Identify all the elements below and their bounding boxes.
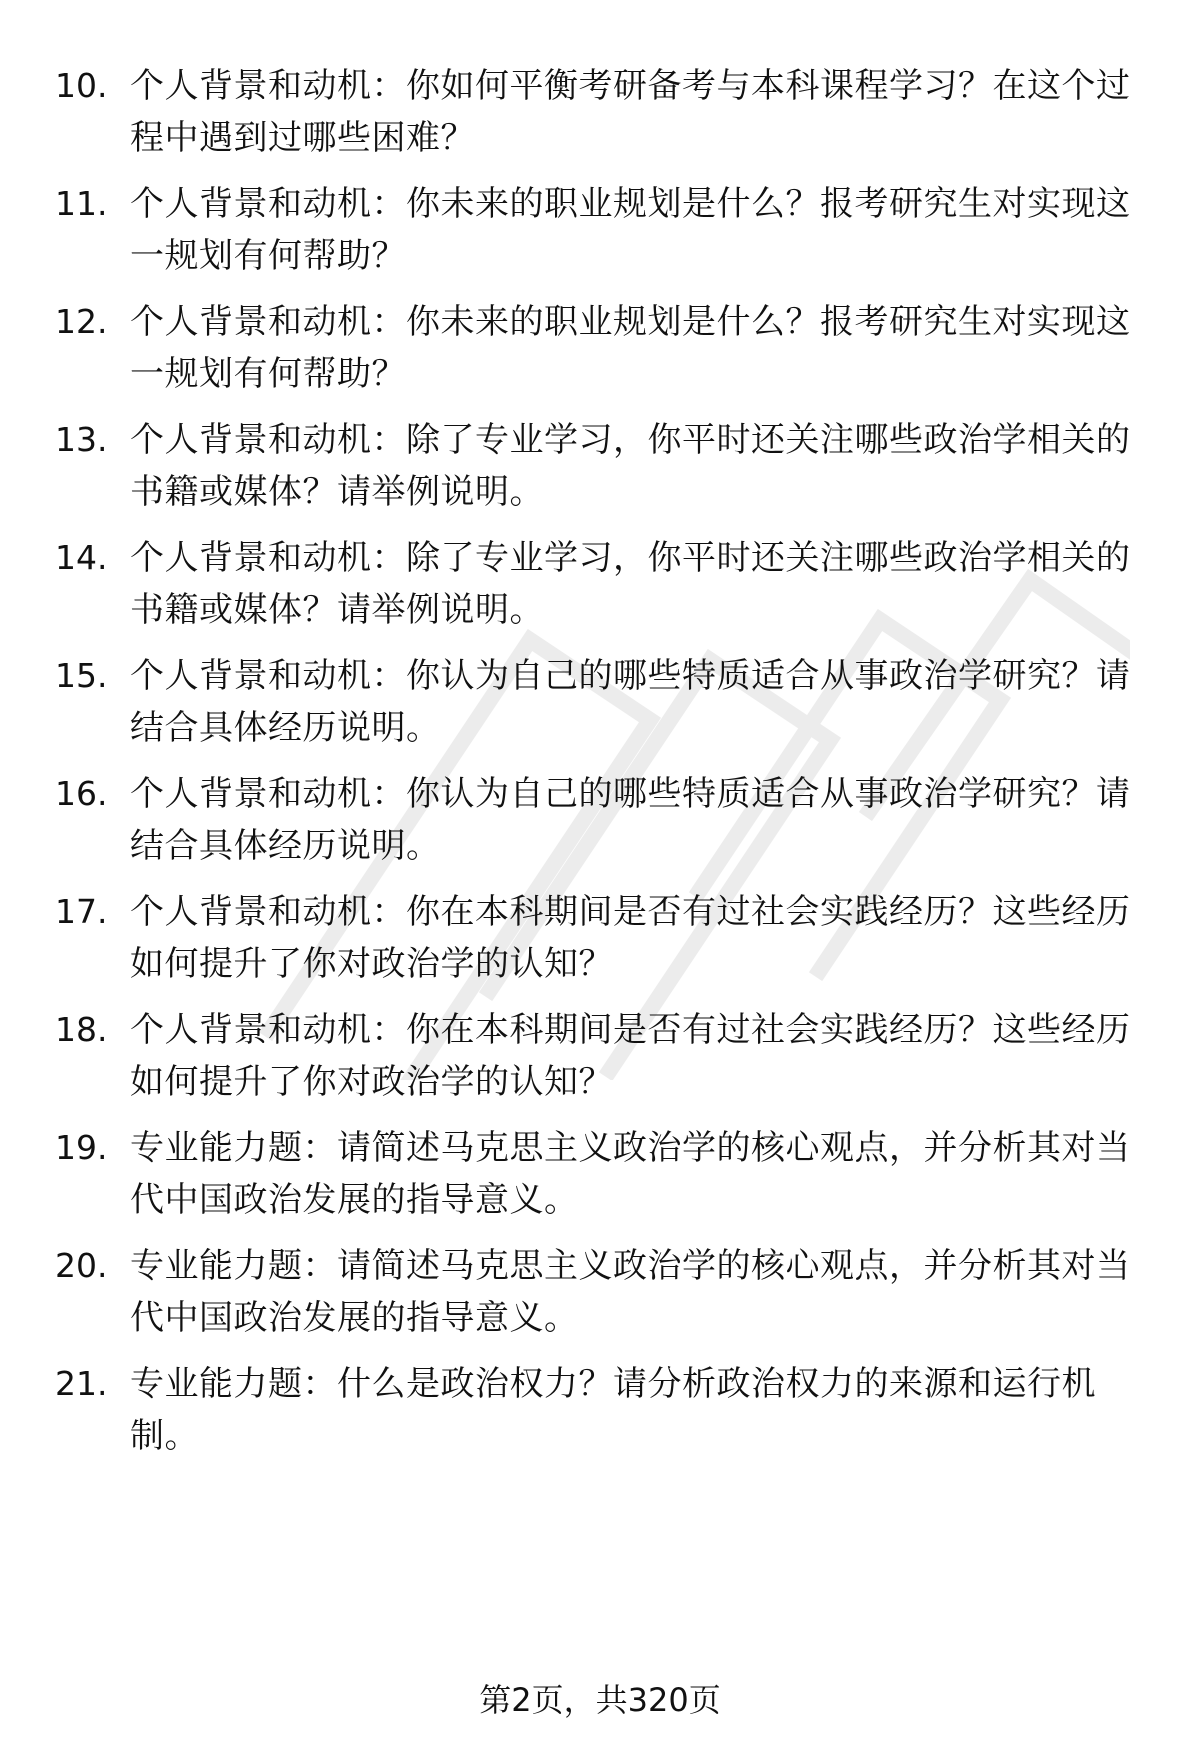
- page-footer: [0, 1680, 1200, 1720]
- question-item: [0, 532, 1200, 642]
- question-text: 专业能力题：请简述马克思主义政治学的核心观点，并分析其对当代中国政治发展的指导意义。: [130, 1246, 1131, 1338]
- question-text: 个人背景和动机：你如何平衡考研备考与本科课程学习？在这个过程中遇到过哪些困难？: [130, 66, 1131, 158]
- question-text: 专业能力题：请简述马克思主义政治学的核心观点，并分析其对当代中国政治发展的指导意义。: [130, 1128, 1131, 1220]
- question-item: [0, 1358, 1200, 1468]
- question-number: 10.: [55, 66, 108, 105]
- page-number-label: 第2页，共320页: [479, 1681, 721, 1719]
- question-number: 11.: [55, 184, 108, 223]
- question-text: 个人背景和动机：除了专业学习，你平时还关注哪些政治学相关的书籍或媒体？请举例说明。: [130, 538, 1131, 630]
- question-text: 个人背景和动机：你认为自己的哪些特质适合从事政治学研究？请结合具体经历说明。: [130, 656, 1131, 748]
- question-item: [0, 414, 1200, 524]
- question-text: 个人背景和动机：除了专业学习，你平时还关注哪些政治学相关的书籍或媒体？请举例说明。: [130, 420, 1131, 512]
- question-number: 16.: [55, 774, 108, 813]
- question-text: 个人背景和动机：你未来的职业规划是什么？报考研究生对实现这一规划有何帮助？: [130, 184, 1131, 276]
- question-number: 19.: [55, 1128, 108, 1167]
- question-number: 18.: [55, 1010, 108, 1049]
- question-number: 14.: [55, 538, 108, 577]
- question-item: [0, 768, 1200, 878]
- question-item: [0, 296, 1200, 406]
- question-text: 个人背景和动机：你在本科期间是否有过社会实践经历？这些经历如何提升了你对政治学的认知？: [130, 1010, 1131, 1102]
- question-number: 12.: [55, 302, 108, 341]
- question-number: 17.: [55, 892, 108, 931]
- question-text: 个人背景和动机：你未来的职业规划是什么？报考研究生对实现这一规划有何帮助？: [130, 302, 1131, 394]
- question-item: [0, 1240, 1200, 1350]
- question-item: [0, 1004, 1200, 1114]
- question-text: 专业能力题：什么是政治权力？请分析政治权力的来源和运行机制。: [130, 1364, 1096, 1456]
- question-text: 个人背景和动机：你认为自己的哪些特质适合从事政治学研究？请结合具体经历说明。: [130, 774, 1131, 866]
- question-item: [0, 178, 1200, 288]
- question-number: 13.: [55, 420, 108, 459]
- question-text: 个人背景和动机：你在本科期间是否有过社会实践经历？这些经历如何提升了你对政治学的认知？: [130, 892, 1131, 984]
- question-item: [0, 650, 1200, 760]
- question-number: 20.: [55, 1246, 108, 1285]
- question-item: [0, 60, 1200, 170]
- question-item: [0, 1122, 1200, 1232]
- question-item: [0, 886, 1200, 996]
- question-number: 15.: [55, 656, 108, 695]
- question-number: 21.: [55, 1364, 108, 1403]
